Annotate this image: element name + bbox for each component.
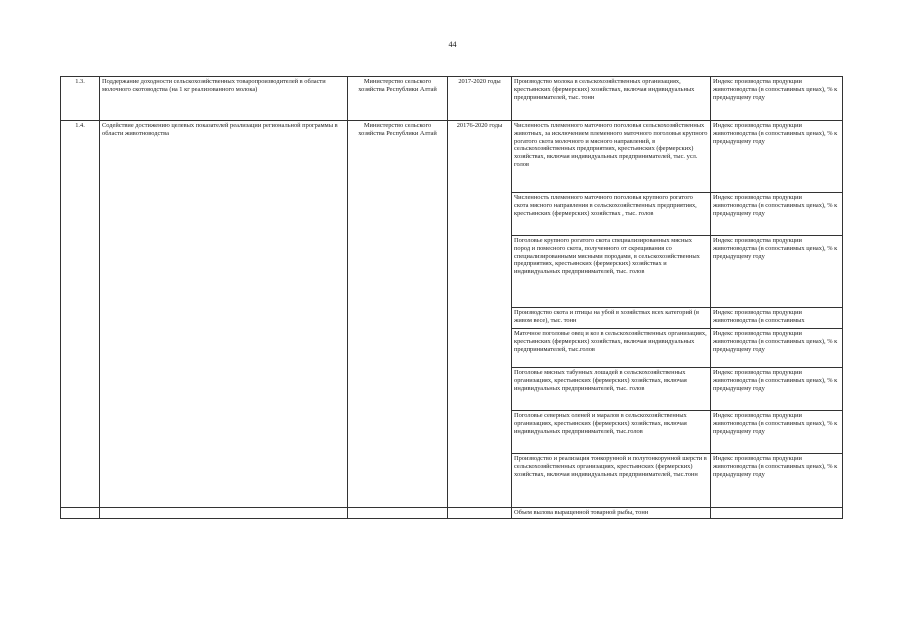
result-indicator: Индекс производства продукции животноводства (в сопоставимых ценах), % к предыдущему году [711,329,843,368]
executor: Министерство сельского хозяйства Республики Алтай [348,121,448,508]
target-indicator: Численность племенного маточного поголовья сельскохозяйственных животных, за исключением племенного маточного поголовья крупного рогатого скота молочного и мясного направлений, в сельскохозяйственных предприятиях, крестьянских (фермерских) хозяйствах, включая индивидуальных предпринимателей, тыс. усл. голов [512,121,711,193]
row-number: 1.3. [61,77,100,121]
measure-name [100,508,348,519]
result-indicator: Индекс производства продукции животноводства (в сопоставимых ценах), % к предыдущему году [711,77,843,121]
target-indicator: Производство молока в сельскохозяйственных организациях, крестьянских (фермерских) хозяйствах, включая индивидуальных предпринимателей, тыс. тонн [512,77,711,121]
target-indicator: Производство и реализация тонкорунной и полутонкорунной шерсти в сельскохозяйственных организациях, крестьянских (фермерских) хозяйствах, включая индивидуальных предпринимателей, тыс.тонн [512,454,711,508]
result-indicator: Индекс производства продукции животноводства (в сопоставимых ценах), % к предыдущему году [711,411,843,454]
target-indicator: Поголовье северных оленей и маралов в сельскохозяйственных организациях, крестьянских (фермерских) хозяйствах, включая индивидуальных предпринимателей, тыс.голов [512,411,711,454]
page-number: 44 [448,40,457,49]
table-row [61,77,843,121]
result-indicator: Индекс производства продукции животноводства (в сопоставимых ценах), % к предыдущему году [711,193,843,236]
table-row [61,508,843,519]
target-indicator: Поголовье мясных табунных лошадей в сельскохозяйственных организациях, крестьянских (фермерских) хозяйствах, включая индивидуальных предпринимателей, тыс. голов [512,368,711,411]
term: 2017-2020 годы [448,77,512,121]
row-number [61,508,100,519]
result-indicator: Индекс производства продукции животноводства (в сопоставимых ценах), % к предыдущему году [711,454,843,508]
result-indicator: Индекс производства продукции животноводства (в сопоставимых ценах), % к предыдущему году [711,368,843,411]
term [448,508,512,519]
result-indicator: Индекс производства продукции животноводства (в сопоставимых ценах), % к предыдущему году [711,236,843,308]
result-indicator: Индекс производства продукции животноводства (в сопоставимых ценах), % к предыдущему году [711,121,843,193]
term: 20176-2020 годы [448,121,512,508]
target-indicator: Объем вылова выращенной товарной рыбы, тонн [512,508,711,519]
executor: Министерство сельского хозяйства Республики Алтай [348,77,448,121]
measure-name: Содействие достижению целевых показателей реализации региональной программы в области животноводства [100,121,348,508]
result-indicator: Индекс производства продукции животноводства (в сопоставимых [711,308,843,329]
measures-table [60,76,843,519]
target-indicator: Производство скота и птицы на убой в хозяйствах всех категорий (в живом весе), тыс. тонн [512,308,711,329]
measure-name: Поддержание доходности сельскохозяйственных товаропроизводителей в области молочного скотоводства (на 1 кг реализованного молока) [100,77,348,121]
table-row [61,121,843,193]
target-indicator: Маточное поголовье овец и коз в сельскохозяйственных организациях, крестьянских (фермерских) хозяйствах, включая индивидуальных предпринимателей, тыс.голов [512,329,711,368]
row-number: 1.4. [61,121,100,508]
target-indicator: Численность племенного маточного поголовья крупного рогатого скота мясного направления в сельскохозяйственных предприятиях, крестьянских (фермерских) хозяйствах , тыс. голов [512,193,711,236]
result-indicator [711,508,843,519]
target-indicator: Поголовье крупного рогатого скота специализированных мясных пород и помесного скота, полученного от скрещивания со специализированными мясными породами, в сельскохозяйственных предприятиях, крестьянских (фермерских) хозяйствах и индивидуальных предпринимателей, тыс. голов [512,236,711,308]
executor [348,508,448,519]
